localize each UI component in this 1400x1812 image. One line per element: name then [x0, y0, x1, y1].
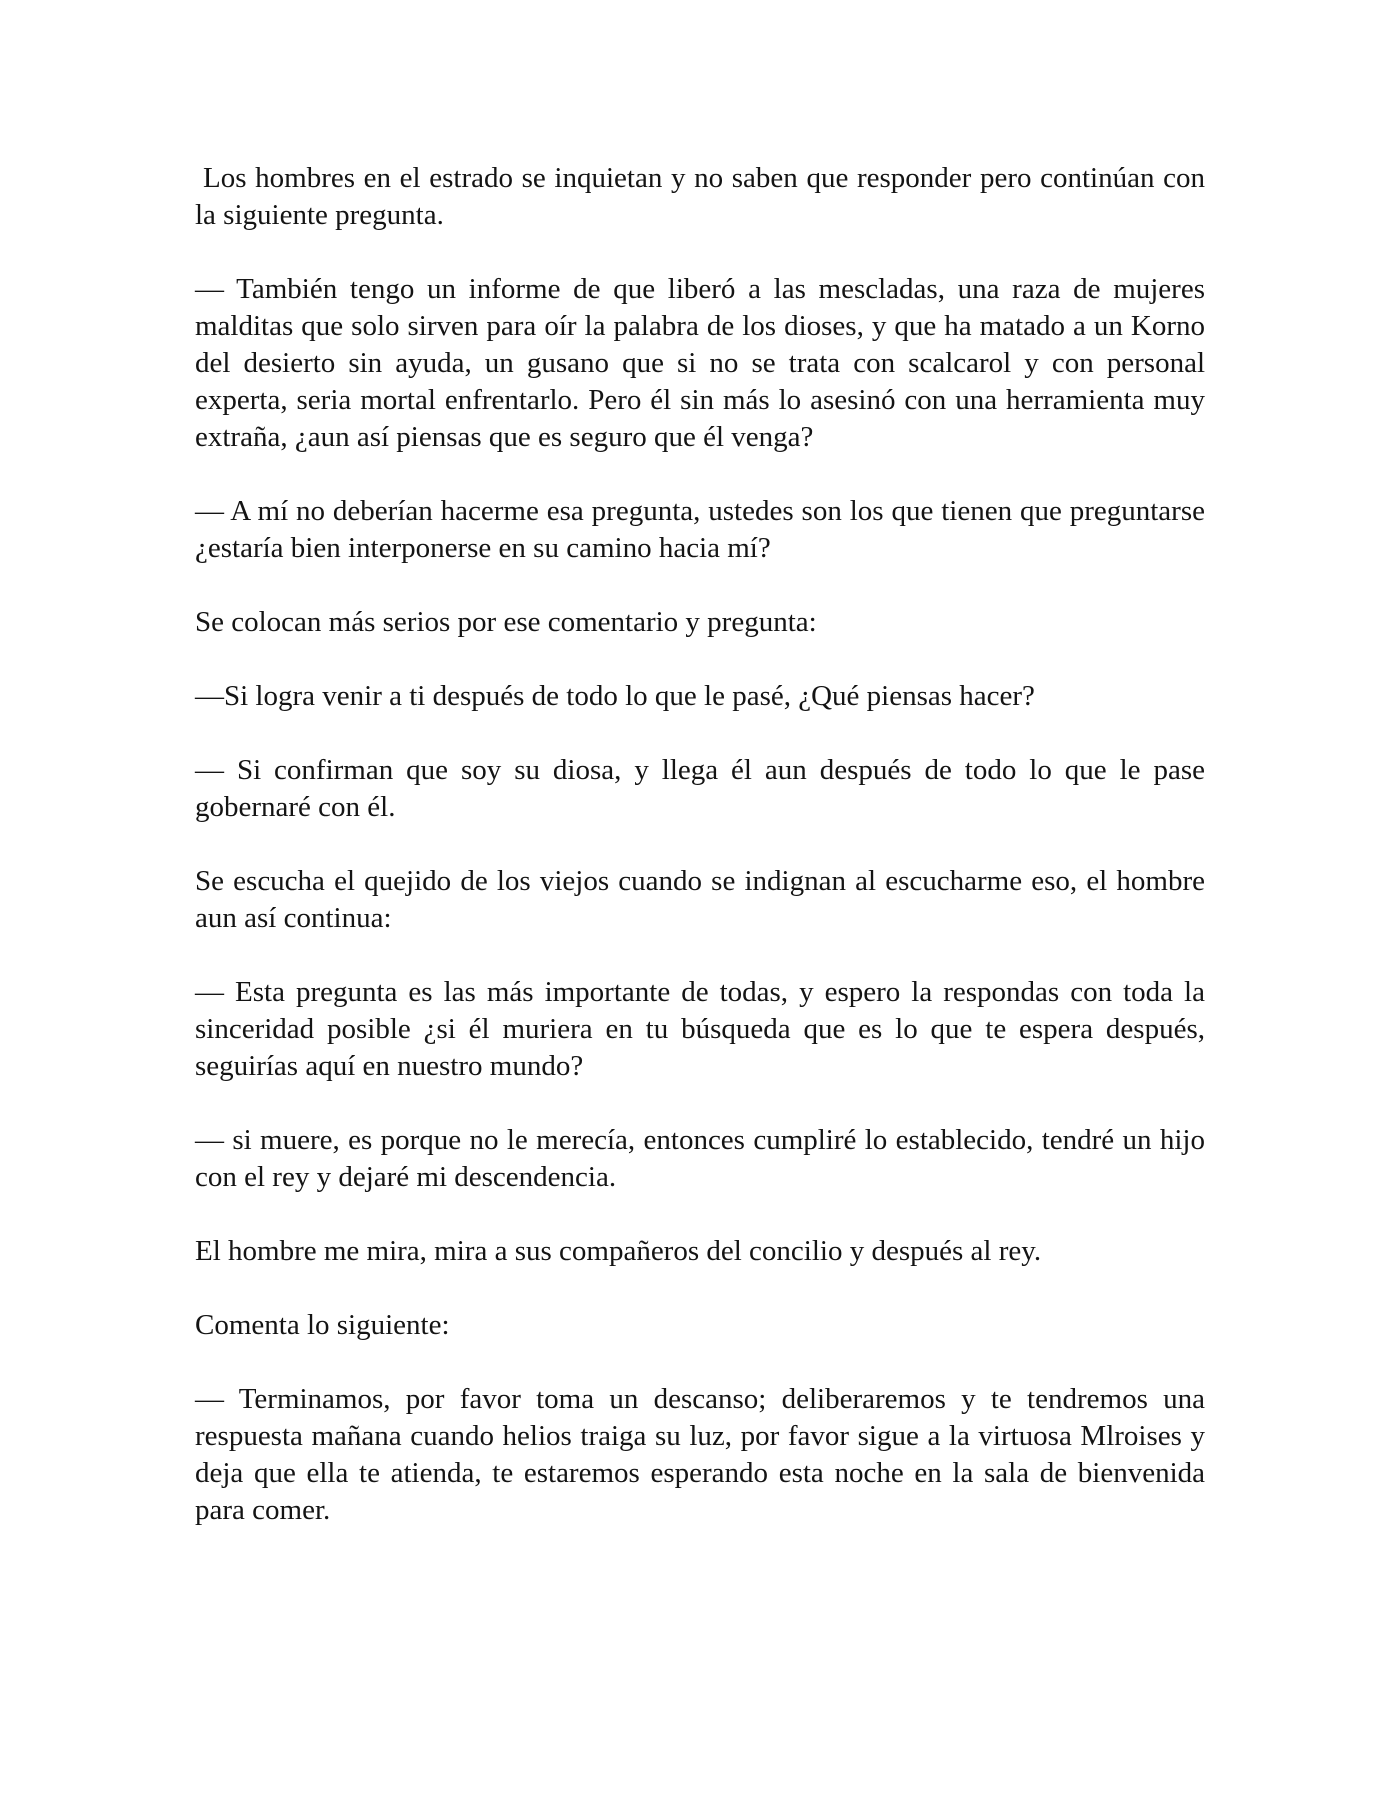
- paragraph: — si muere, es porque no le merecía, entonces cumpliré lo establecido, tendré un hijo con el rey y dejaré mi descendencia.: [195, 1124, 1205, 1193]
- paragraph: — También tengo un informe de que liberó a las mescladas, una raza de mujeres malditas que solo sirven para oír la palabra de los dioses, y que ha matado a un Korno del desierto sin ayuda, un gusano que si no se trata con scalcarol y con personal experta, seria mortal enfrentarlo. Pero él sin más lo asesinó con una herramienta muy extraña, ¿aun así piensas que es seguro que él venga?: [195, 273, 1205, 453]
- paragraph: Los hombres en el estrado se inquietan y no saben que responder pero continúan con la siguiente pregunta.: [195, 162, 1205, 231]
- paragraph: Se colocan más serios por ese comentario y pregunta:: [195, 606, 817, 638]
- paragraph: El hombre me mira, mira a sus compañeros del concilio y después al rey.: [195, 1235, 1042, 1267]
- paragraph: Se escucha el quejido de los viejos cuando se indignan al escucharme eso, el hombre aun así continua:: [195, 865, 1205, 934]
- paragraph: — Esta pregunta es las más importante de todas, y espero la respondas con toda la sinceridad posible ¿si él muriera en tu búsqueda que es lo que te espera después, seguirías aquí en nuestro mundo?: [195, 976, 1205, 1082]
- paragraph: Comenta lo siguiente:: [195, 1309, 450, 1341]
- paragraph: —Si logra venir a ti después de todo lo que le pasé, ¿Qué piensas hacer?: [195, 680, 1035, 712]
- paragraph: — Terminamos, por favor toma un descanso; deliberaremos y te tendremos una respuesta mañana cuando helios traiga su luz, por favor sigue a la virtuosa Mlroises y deja que ella te atienda, te estaremos esperando esta noche en la sala de bienvenida para comer.: [195, 1383, 1205, 1526]
- paragraph: — A mí no deberían hacerme esa pregunta, ustedes son los que tienen que preguntarse ¿estaría bien interponerse en su camino hacia mí?: [195, 495, 1205, 564]
- paragraph: — Si confirman que soy su diosa, y llega él aun después de todo lo que le pase gobernaré con él.: [195, 754, 1205, 823]
- body-text: [195, 160, 1205, 1566]
